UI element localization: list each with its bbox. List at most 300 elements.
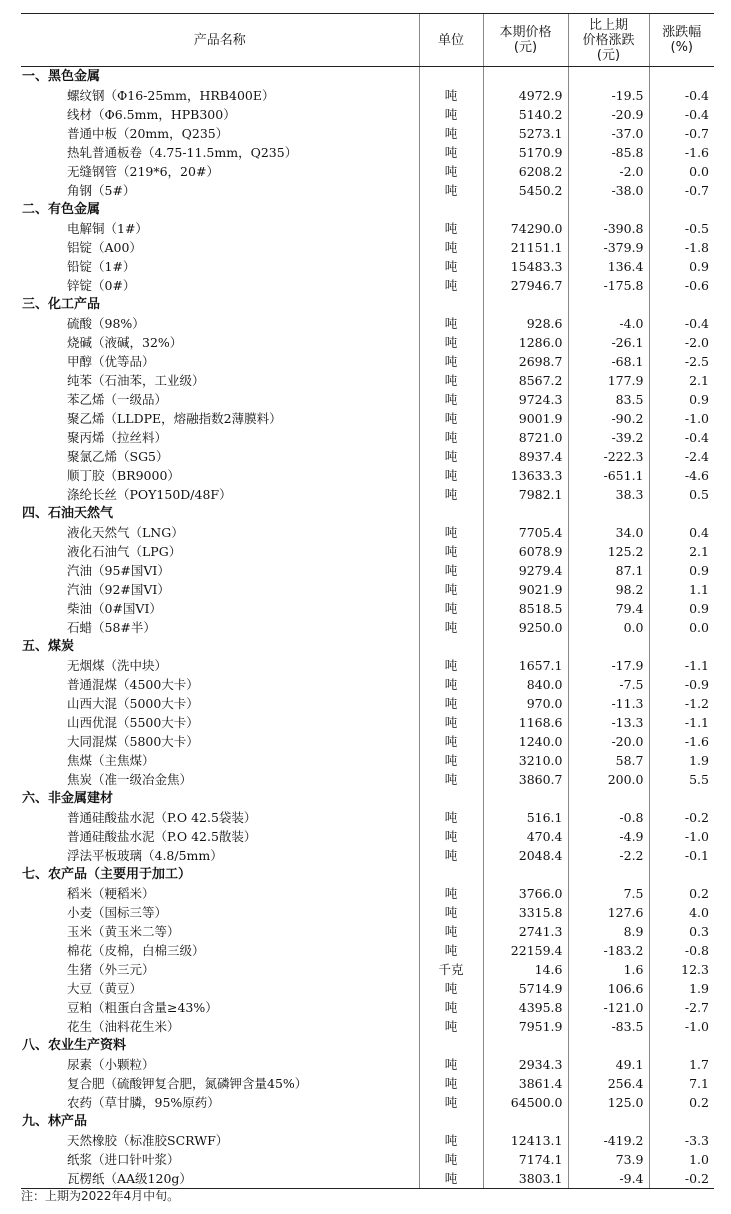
- current-price-cell: 1657.1: [483, 656, 568, 675]
- current-price-cell: 3210.0: [483, 751, 568, 770]
- unit-cell: 吨: [419, 333, 483, 352]
- price-change-cell: -2.2: [568, 846, 649, 865]
- unit-cell: 吨: [419, 1017, 483, 1036]
- product-name-cell: 石蜡（58#半）: [67, 620, 156, 635]
- empty-cell: [568, 200, 649, 219]
- header-current-price: 本期价格 (元): [483, 14, 568, 67]
- empty-cell: [483, 1036, 568, 1055]
- change-percent-cell: -1.6: [649, 732, 714, 751]
- table-row: [21, 1074, 714, 1093]
- product-name-cell: 聚氯乙烯（SG5）: [67, 449, 169, 464]
- table-row: [21, 238, 714, 257]
- change-percent-cell: -1.0: [649, 409, 714, 428]
- price-change-cell: -68.1: [568, 352, 649, 371]
- unit-cell: 吨: [419, 86, 483, 105]
- empty-cell: [649, 67, 714, 87]
- current-price-cell: 8937.4: [483, 447, 568, 466]
- category-title: 三、化工产品: [22, 297, 101, 312]
- table-row: [21, 314, 714, 333]
- current-price-cell: 3860.7: [483, 770, 568, 789]
- unit-cell: 吨: [419, 1131, 483, 1150]
- current-price-cell: 14.6: [483, 960, 568, 979]
- empty-cell: [649, 295, 714, 314]
- unit-cell: 吨: [419, 675, 483, 694]
- price-change-cell: -17.9: [568, 656, 649, 675]
- table-row: [21, 656, 714, 675]
- product-name-cell: 聚丙烯（拉丝料）: [67, 430, 168, 445]
- category-row: [21, 200, 714, 219]
- price-table-container: [21, 13, 714, 1189]
- category-title: 七、农产品（主要用于加工）: [22, 867, 192, 882]
- unit-cell: 吨: [419, 618, 483, 637]
- change-percent-cell: -1.0: [649, 827, 714, 846]
- change-percent-cell: -2.4: [649, 447, 714, 466]
- unit-cell: 吨: [419, 979, 483, 998]
- unit-cell: 吨: [419, 998, 483, 1017]
- price-change-cell: 83.5: [568, 390, 649, 409]
- price-change-cell: 0.0: [568, 618, 649, 637]
- price-change-cell: -19.5: [568, 86, 649, 105]
- price-change-cell: -39.2: [568, 428, 649, 447]
- current-price-cell: 1240.0: [483, 732, 568, 751]
- current-price-cell: 2741.3: [483, 922, 568, 941]
- current-price-cell: 840.0: [483, 675, 568, 694]
- empty-cell: [483, 865, 568, 884]
- product-name-cell: 花生（油料花生米）: [67, 1019, 180, 1034]
- current-price-cell: 8721.0: [483, 428, 568, 447]
- price-change-cell: 1.6: [568, 960, 649, 979]
- unit-cell: 吨: [419, 1055, 483, 1074]
- price-change-cell: 7.5: [568, 884, 649, 903]
- change-percent-cell: -0.2: [649, 1169, 714, 1189]
- unit-cell: 吨: [419, 580, 483, 599]
- change-percent-cell: 1.1: [649, 580, 714, 599]
- product-name-cell: 大豆（黄豆）: [67, 981, 143, 996]
- empty-cell: [568, 865, 649, 884]
- unit-cell: 吨: [419, 257, 483, 276]
- change-percent-cell: -0.8: [649, 941, 714, 960]
- current-price-cell: 8518.5: [483, 599, 568, 618]
- change-percent-cell: 0.2: [649, 884, 714, 903]
- change-percent-cell: -2.5: [649, 352, 714, 371]
- change-percent-cell: -1.0: [649, 1017, 714, 1036]
- current-price-cell: 3861.4: [483, 1074, 568, 1093]
- price-change-cell: 200.0: [568, 770, 649, 789]
- price-change-cell: -83.5: [568, 1017, 649, 1036]
- table-row: [21, 903, 714, 922]
- product-name-cell: 玉米（黄玉米二等）: [67, 924, 180, 939]
- change-percent-cell: -1.2: [649, 694, 714, 713]
- current-price-cell: 13633.3: [483, 466, 568, 485]
- change-percent-cell: 7.1: [649, 1074, 714, 1093]
- table-row: [21, 713, 714, 732]
- unit-cell: 吨: [419, 599, 483, 618]
- table-row: [21, 1150, 714, 1169]
- change-percent-cell: 0.5: [649, 485, 714, 504]
- category-row: [21, 1036, 714, 1055]
- unit-cell: 吨: [419, 523, 483, 542]
- table-row: [21, 1017, 714, 1036]
- change-percent-cell: 0.3: [649, 922, 714, 941]
- table-row: [21, 675, 714, 694]
- unit-cell: 吨: [419, 1150, 483, 1169]
- price-change-cell: 8.9: [568, 922, 649, 941]
- price-table: [21, 13, 714, 1189]
- empty-cell: [483, 1112, 568, 1131]
- product-name-cell: 烧碱（液碱，32%）: [67, 335, 183, 350]
- product-name-cell: 苯乙烯（一级品）: [67, 392, 168, 407]
- table-row: [21, 1055, 714, 1074]
- current-price-cell: 12413.1: [483, 1131, 568, 1150]
- unit-cell: 吨: [419, 409, 483, 428]
- category-row: [21, 789, 714, 808]
- table-row: [21, 257, 714, 276]
- change-percent-cell: -0.6: [649, 276, 714, 295]
- unit-cell: 吨: [419, 713, 483, 732]
- change-percent-cell: 12.3: [649, 960, 714, 979]
- category-title: 九、林产品: [22, 1114, 88, 1129]
- table-row: [21, 922, 714, 941]
- price-change-cell: -121.0: [568, 998, 649, 1017]
- product-name-cell: 涤纶长丝（POY150D/48F）: [67, 487, 232, 502]
- price-change-cell: -20.0: [568, 732, 649, 751]
- current-price-cell: 8567.2: [483, 371, 568, 390]
- unit-cell: 吨: [419, 181, 483, 200]
- current-price-cell: 7982.1: [483, 485, 568, 504]
- unit-cell: 吨: [419, 561, 483, 580]
- empty-cell: [419, 865, 483, 884]
- header-unit: 单位: [419, 14, 483, 67]
- current-price-cell: 21151.1: [483, 238, 568, 257]
- price-change-cell: -38.0: [568, 181, 649, 200]
- unit-cell: 吨: [419, 846, 483, 865]
- category-row: [21, 295, 714, 314]
- product-name-cell: 无缝钢管（219*6，20#）: [67, 164, 219, 179]
- product-name-cell: 电解铜（1#）: [67, 221, 148, 236]
- unit-cell: 吨: [419, 922, 483, 941]
- empty-cell: [419, 295, 483, 314]
- change-percent-cell: 2.1: [649, 542, 714, 561]
- change-percent-cell: 0.0: [649, 618, 714, 637]
- empty-cell: [419, 67, 483, 87]
- change-percent-cell: 0.9: [649, 390, 714, 409]
- change-percent-cell: 1.9: [649, 751, 714, 770]
- product-name-cell: 汽油（95#国VI）: [67, 563, 170, 578]
- empty-cell: [649, 637, 714, 656]
- price-change-cell: -4.0: [568, 314, 649, 333]
- product-name-cell: 角钢（5#）: [67, 183, 136, 198]
- empty-cell: [649, 1112, 714, 1131]
- change-percent-cell: 5.5: [649, 770, 714, 789]
- header-change-percent: 涨跌幅 (%): [649, 14, 714, 67]
- table-row: [21, 998, 714, 1017]
- current-price-cell: 22159.4: [483, 941, 568, 960]
- unit-cell: 吨: [419, 162, 483, 181]
- change-percent-cell: -2.0: [649, 333, 714, 352]
- unit-cell: 吨: [419, 903, 483, 922]
- empty-cell: [483, 67, 568, 87]
- unit-cell: 千克: [419, 960, 483, 979]
- price-change-cell: -37.0: [568, 124, 649, 143]
- empty-cell: [419, 1112, 483, 1131]
- price-change-cell: -9.4: [568, 1169, 649, 1189]
- product-name-cell: 瓦楞纸（AA级120g）: [21, 1169, 419, 1189]
- current-price-cell: 470.4: [483, 827, 568, 846]
- unit-cell: 吨: [419, 428, 483, 447]
- table-row: [21, 86, 714, 105]
- current-price-cell: 4395.8: [483, 998, 568, 1017]
- price-change-cell: -175.8: [568, 276, 649, 295]
- table-row: [21, 1169, 714, 1189]
- price-change-cell: -90.2: [568, 409, 649, 428]
- current-price-cell: 970.0: [483, 694, 568, 713]
- product-name-cell: 焦炭（准一级冶金焦）: [67, 772, 193, 787]
- unit-cell: 吨: [419, 238, 483, 257]
- table-row: [21, 447, 714, 466]
- empty-cell: [649, 200, 714, 219]
- product-name-cell: 山西优混（5500大卡）: [67, 715, 199, 730]
- price-change-cell: -4.9: [568, 827, 649, 846]
- change-percent-cell: 1.7: [649, 1055, 714, 1074]
- category-title: 四、石油天然气: [22, 506, 114, 521]
- product-name-cell: 生猪（外三元）: [67, 962, 155, 977]
- empty-cell: [568, 504, 649, 523]
- change-percent-cell: -0.5: [649, 219, 714, 238]
- current-price-cell: 1286.0: [483, 333, 568, 352]
- price-change-cell: -20.9: [568, 105, 649, 124]
- current-price-cell: 5450.2: [483, 181, 568, 200]
- unit-cell: 吨: [419, 732, 483, 751]
- category-title: 一、黑色金属: [22, 69, 101, 84]
- table-row: [21, 485, 714, 504]
- price-change-cell: -222.3: [568, 447, 649, 466]
- price-change-cell: 136.4: [568, 257, 649, 276]
- category-row: [21, 67, 714, 87]
- unit-cell: 吨: [419, 1093, 483, 1112]
- table-row: [21, 390, 714, 409]
- category-row: [21, 1112, 714, 1131]
- category-title: 八、农业生产资料: [22, 1038, 127, 1053]
- unit-cell: 吨: [419, 352, 483, 371]
- empty-cell: [483, 200, 568, 219]
- table-row: [21, 276, 714, 295]
- table-row: [21, 580, 714, 599]
- table-row: [21, 105, 714, 124]
- table-row: [21, 561, 714, 580]
- table-row: [21, 1093, 714, 1112]
- product-name-cell: 柴油（0#国VI）: [67, 601, 162, 616]
- table-row: [21, 409, 714, 428]
- change-percent-cell: -0.1: [649, 846, 714, 865]
- price-change-cell: -11.3: [568, 694, 649, 713]
- change-percent-cell: 1.9: [649, 979, 714, 998]
- table-row: [21, 808, 714, 827]
- current-price-cell: 2934.3: [483, 1055, 568, 1074]
- product-name-cell: 液化天然气（LNG）: [67, 525, 184, 540]
- product-name-cell: 铝锭（A00）: [67, 240, 142, 255]
- empty-cell: [649, 1036, 714, 1055]
- change-percent-cell: 0.9: [649, 257, 714, 276]
- change-percent-cell: -1.8: [649, 238, 714, 257]
- current-price-cell: 6208.2: [483, 162, 568, 181]
- current-price-cell: 27946.7: [483, 276, 568, 295]
- unit-cell: 吨: [419, 485, 483, 504]
- empty-cell: [568, 67, 649, 87]
- unit-cell: 吨: [419, 751, 483, 770]
- table-row: [21, 732, 714, 751]
- empty-cell: [419, 200, 483, 219]
- price-change-cell: 125.0: [568, 1093, 649, 1112]
- current-price-cell: 5273.1: [483, 124, 568, 143]
- price-change-cell: -85.8: [568, 143, 649, 162]
- price-change-cell: -13.3: [568, 713, 649, 732]
- footnote: 注：上期为2022年4月中旬。: [21, 1189, 180, 1203]
- product-name-cell: 普通中板（20mm，Q235）: [67, 126, 229, 141]
- unit-cell: 吨: [419, 390, 483, 409]
- empty-cell: [483, 789, 568, 808]
- product-name-cell: 线材（Φ6.5mm，HPB300）: [67, 107, 236, 122]
- current-price-cell: 15483.3: [483, 257, 568, 276]
- table-row: [21, 428, 714, 447]
- current-price-cell: 2048.4: [483, 846, 568, 865]
- current-price-cell: 9021.9: [483, 580, 568, 599]
- table-row: [21, 466, 714, 485]
- empty-cell: [568, 789, 649, 808]
- unit-cell: 吨: [419, 219, 483, 238]
- current-price-cell: 64500.0: [483, 1093, 568, 1112]
- price-change-cell: 79.4: [568, 599, 649, 618]
- change-percent-cell: -0.7: [649, 124, 714, 143]
- product-name-cell: 天然橡胶（标准胶SCRWF）: [67, 1133, 229, 1148]
- unit-cell: 吨: [419, 143, 483, 162]
- current-price-cell: 9250.0: [483, 618, 568, 637]
- change-percent-cell: -0.2: [649, 808, 714, 827]
- unit-cell: 吨: [419, 694, 483, 713]
- table-row: [21, 181, 714, 200]
- price-change-cell: -2.0: [568, 162, 649, 181]
- unit-cell: 吨: [419, 105, 483, 124]
- product-name-cell: 小麦（国标三等）: [67, 905, 168, 920]
- table-row: [21, 124, 714, 143]
- change-percent-cell: -1.1: [649, 713, 714, 732]
- current-price-cell: 9001.9: [483, 409, 568, 428]
- product-name-cell: 甲醇（优等品）: [67, 354, 155, 369]
- category-title: 二、有色金属: [22, 202, 101, 217]
- table-body: [21, 67, 714, 1189]
- product-name-cell: 浮法平板玻璃（4.8/5mm）: [67, 848, 223, 863]
- current-price-cell: 3766.0: [483, 884, 568, 903]
- product-name-cell: 棉花（皮棉，白棉三级）: [67, 943, 205, 958]
- table-row: [21, 960, 714, 979]
- unit-cell: 吨: [419, 276, 483, 295]
- change-percent-cell: -1.6: [649, 143, 714, 162]
- table-row: [21, 884, 714, 903]
- product-name-cell: 山西大混（5000大卡）: [67, 696, 199, 711]
- product-name-cell: 焦煤（主焦煤）: [67, 753, 155, 768]
- table-row: [21, 523, 714, 542]
- product-name-cell: 复合肥（硫酸钾复合肥，氮磷钾含量45%）: [67, 1076, 308, 1091]
- unit-cell: 吨: [419, 1169, 483, 1189]
- category-row: [21, 504, 714, 523]
- table-row: [21, 162, 714, 181]
- unit-cell: 吨: [419, 314, 483, 333]
- unit-cell: 吨: [419, 1074, 483, 1093]
- price-change-cell: 73.9: [568, 1150, 649, 1169]
- table-row: [21, 694, 714, 713]
- change-percent-cell: -4.6: [649, 466, 714, 485]
- change-percent-cell: -3.3: [649, 1131, 714, 1150]
- empty-cell: [568, 1112, 649, 1131]
- product-name-cell: 顺丁胶（BR9000）: [67, 468, 180, 483]
- price-change-cell: -651.1: [568, 466, 649, 485]
- price-change-cell: 256.4: [568, 1074, 649, 1093]
- product-name-cell: 硫酸（98%）: [67, 316, 145, 331]
- product-name-cell: 液化石油气（LPG）: [67, 544, 182, 559]
- change-percent-cell: -0.4: [649, 314, 714, 333]
- product-name-cell: 纸浆（进口针叶浆）: [67, 1152, 180, 1167]
- table-row: [21, 770, 714, 789]
- current-price-cell: 7705.4: [483, 523, 568, 542]
- unit-cell: 吨: [419, 371, 483, 390]
- product-name-cell: 普通硅酸盐水泥（P.O 42.5袋装）: [67, 810, 257, 825]
- change-percent-cell: 0.4: [649, 523, 714, 542]
- empty-cell: [419, 637, 483, 656]
- table-row: [21, 352, 714, 371]
- product-name-cell: 锌锭（0#）: [67, 278, 136, 293]
- change-percent-cell: -2.7: [649, 998, 714, 1017]
- table-row: [21, 941, 714, 960]
- empty-cell: [419, 504, 483, 523]
- change-percent-cell: -0.9: [649, 675, 714, 694]
- header-price-change: 比上期 价格涨跌 (元): [568, 14, 649, 67]
- current-price-cell: 1168.6: [483, 713, 568, 732]
- unit-cell: 吨: [419, 542, 483, 561]
- current-price-cell: 3315.8: [483, 903, 568, 922]
- product-name-cell: 普通混煤（4500大卡）: [67, 677, 199, 692]
- change-percent-cell: 1.0: [649, 1150, 714, 1169]
- price-change-cell: 87.1: [568, 561, 649, 580]
- current-price-cell: 6078.9: [483, 542, 568, 561]
- price-change-cell: 125.2: [568, 542, 649, 561]
- price-change-cell: 58.7: [568, 751, 649, 770]
- change-percent-cell: -1.1: [649, 656, 714, 675]
- unit-cell: 吨: [419, 656, 483, 675]
- product-name-cell: 豆粕（粗蛋白含量≥43%）: [67, 1000, 218, 1015]
- empty-cell: [649, 865, 714, 884]
- empty-cell: [483, 295, 568, 314]
- table-row: [21, 599, 714, 618]
- product-name-cell: 尿素（小颗粒）: [67, 1057, 155, 1072]
- unit-cell: 吨: [419, 770, 483, 789]
- product-name-cell: 大同混煤（5800大卡）: [67, 734, 199, 749]
- product-name-cell: 聚乙烯（LLDPE，熔融指数2薄膜料）: [67, 411, 282, 426]
- price-change-cell: -183.2: [568, 941, 649, 960]
- price-change-cell: 49.1: [568, 1055, 649, 1074]
- table-row: [21, 827, 714, 846]
- current-price-cell: 9724.3: [483, 390, 568, 409]
- unit-cell: 吨: [419, 124, 483, 143]
- empty-cell: [419, 789, 483, 808]
- empty-cell: [649, 504, 714, 523]
- empty-cell: [568, 637, 649, 656]
- change-percent-cell: -0.4: [649, 86, 714, 105]
- unit-cell: 吨: [419, 447, 483, 466]
- change-percent-cell: 2.1: [649, 371, 714, 390]
- current-price-cell: 3803.1: [483, 1169, 568, 1189]
- unit-cell: 吨: [419, 884, 483, 903]
- change-percent-cell: 0.9: [649, 599, 714, 618]
- table-row: [21, 333, 714, 352]
